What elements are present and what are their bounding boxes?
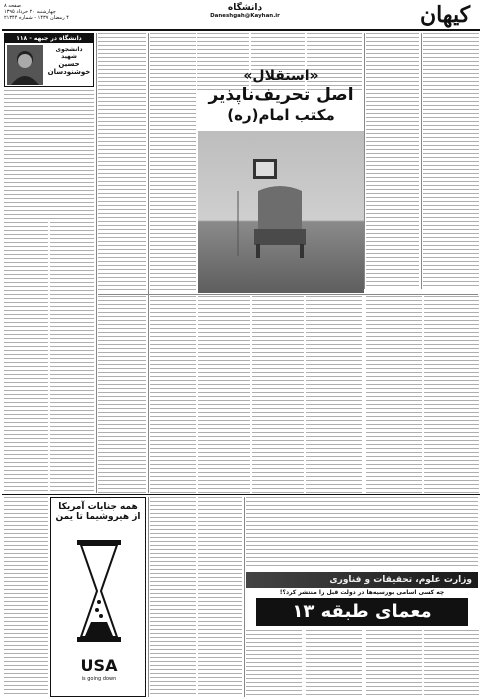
ad-tagline: is going down bbox=[81, 676, 117, 682]
article-column-left-3 bbox=[150, 33, 196, 293]
article-column-left-5 bbox=[50, 222, 94, 492]
newspaper-logo: کیهان bbox=[419, 2, 471, 28]
date-line: چهارشنبه ۲۰ خرداد ۱۳۹۵ bbox=[4, 9, 56, 15]
section-title: دانشگاه bbox=[227, 3, 263, 13]
martyr-profile-box bbox=[4, 33, 94, 87]
martyr-banner: دانشگاه در جبهه - ۱۱۸ bbox=[5, 34, 93, 43]
section-divider bbox=[98, 294, 478, 295]
martyr-title-4: خوشنودسان bbox=[47, 68, 91, 76]
column-divider bbox=[244, 497, 245, 697]
ministry-headline-box bbox=[256, 598, 468, 626]
martyr-portrait bbox=[7, 45, 43, 85]
header-rule bbox=[2, 29, 480, 31]
masthead-logo bbox=[412, 2, 478, 28]
column-divider bbox=[421, 33, 422, 289]
article-column-bottom-7 bbox=[366, 630, 422, 697]
ad-usa-logo: USA bbox=[80, 656, 118, 675]
article-column-mid-7 bbox=[424, 296, 479, 494]
headline-photo bbox=[198, 131, 364, 293]
main-headline-block bbox=[196, 68, 366, 130]
ministry-title: وزارت علوم، تحقیقات و فناوری bbox=[329, 575, 472, 585]
issue-line: ۴ رمضان ۱۴۳۷ - شماره ۲۱۳۴۴ bbox=[4, 15, 69, 21]
article-column-right-2 bbox=[366, 33, 419, 289]
article-column-left-4 bbox=[4, 222, 48, 492]
issue-info bbox=[4, 3, 94, 29]
article-column-mid-6 bbox=[366, 296, 422, 494]
article-column-mid-2 bbox=[150, 296, 196, 494]
article-column-bottom-2 bbox=[150, 497, 196, 697]
article-column-bottom-5 bbox=[246, 630, 302, 697]
column-divider bbox=[148, 33, 149, 493]
headline-kicker: «استقلال» bbox=[243, 68, 319, 84]
article-column-right-1 bbox=[423, 33, 479, 289]
ministry-subtitle: چه کسی اسامی بورسیه‌ها در دولت قبل را منتشر کرد؟! bbox=[279, 589, 445, 596]
column-divider bbox=[148, 497, 149, 697]
article-column-bottom-1 bbox=[4, 497, 48, 697]
article-column-left-1 bbox=[4, 90, 94, 220]
ministry-banner bbox=[246, 572, 478, 627]
headline-line-2: مکتب امام(ره) bbox=[227, 106, 335, 124]
article-column-mid-4 bbox=[252, 296, 304, 494]
article-column-bottom-8 bbox=[424, 630, 479, 697]
ministry-title-bar bbox=[246, 572, 478, 588]
martyr-title-2: شهید bbox=[61, 53, 77, 60]
martyr-title-1: دانشجوی bbox=[55, 46, 83, 53]
martyr-title-3: حسین bbox=[58, 60, 80, 68]
article-column-mid-5 bbox=[306, 296, 362, 494]
usa-advertisement bbox=[50, 497, 146, 697]
article-column-bottom-4 bbox=[246, 497, 478, 569]
bottom-section-rule bbox=[2, 494, 480, 495]
headline-line-1: اصل تحریف‌ناپذیر bbox=[208, 85, 354, 105]
article-column-left-2 bbox=[98, 33, 146, 293]
page-label: صفحه ۸ bbox=[4, 3, 21, 9]
ad-headline-1: همه جنایات آمریکا bbox=[58, 502, 138, 512]
section-title-block bbox=[200, 3, 290, 29]
article-column-bottom-6 bbox=[306, 630, 362, 697]
article-column-mid-1 bbox=[98, 296, 146, 494]
chair-photo-illustration bbox=[198, 131, 364, 293]
ad-headline-2: از هیروشیما تا یمن bbox=[55, 512, 141, 522]
article-column-mid-3 bbox=[198, 296, 250, 494]
column-divider bbox=[96, 33, 97, 493]
section-email: Daneshgah@Kayhan.ir bbox=[210, 13, 280, 19]
article-column-bottom-3 bbox=[198, 497, 242, 697]
ministry-headline: معمای طبقه ۱۳ bbox=[292, 601, 432, 622]
hourglass-icon bbox=[51, 534, 147, 654]
